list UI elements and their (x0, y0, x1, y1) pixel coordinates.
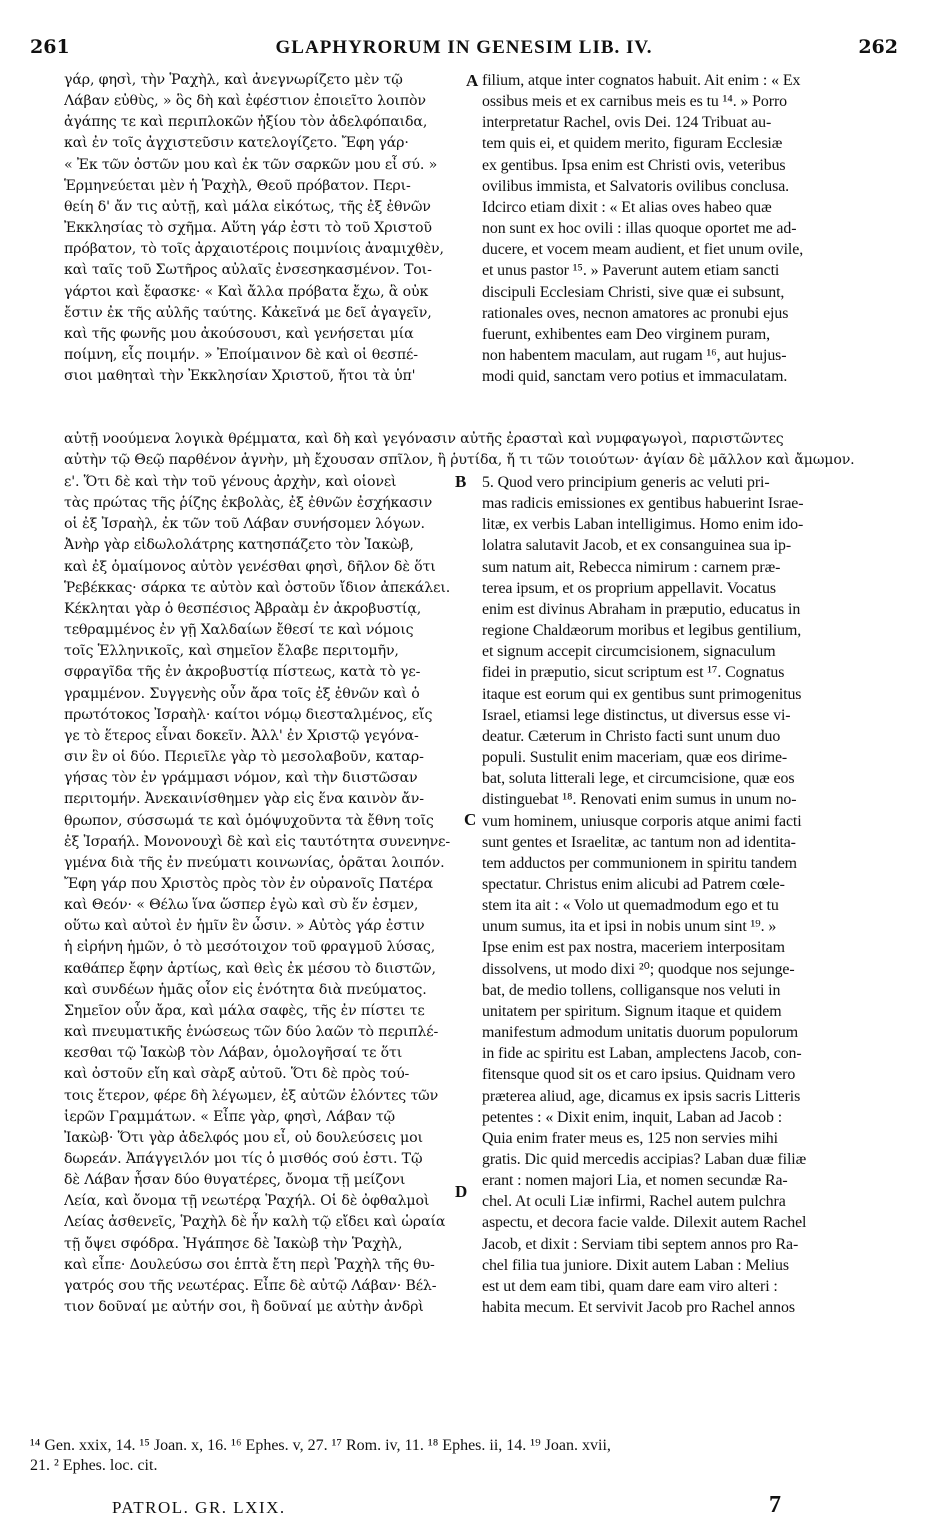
text-line: 5. Quod vero principium generis ac veluti pri- (482, 474, 770, 491)
text-line: petentes : « Dixit enim, inquit, Laban ad Jacob : (482, 1108, 783, 1126)
text-line: ἀγάπης τε καὶ περιπλοκῶν ἠξίου τὸν ἀδελφόπαιδα, (64, 114, 428, 131)
text-line: περιτομήν. Ἀνεκαινίσθημεν γὰρ εἰς ἕνα καινὸν ἄν- (64, 791, 424, 808)
text-line: τῇ ὄψει σφόδρα. Ἠγάπησε δὲ Ἰακὼβ τὴν Ῥαχὴλ, (64, 1235, 403, 1252)
text-line: γμένα διὰ τῆς ἐν πνεύματι κοινωνίας, ὁρᾶται λοιπόν. (64, 854, 445, 871)
text-line: deatur. Cæterum in Christo facti sunt unum duo (482, 727, 781, 745)
text-line: ἡ εἰρήνη ἡμῶν, ὁ τὸ μεσότοιχον τοῦ φραγμοῦ λύσας, (64, 939, 436, 956)
text-line: populi. Sustulit enim maceriam, quæ eos dirime- (482, 749, 788, 767)
text-line: in fide ac spiritu est Laban, amplectens Jacob, con- (482, 1045, 802, 1063)
text-line: κεσθαι τῷ Ἰακὼβ τὸν Λάβαν, ὁμολογῆσαί τε ὅτι (64, 1045, 403, 1062)
text-line: tem quis ei, et quidem merito, figuram Ecclesiæ (482, 135, 783, 153)
text-line: καὶ συνδέων ἡμᾶς οἷον εἰς ἑνότητα διὰ πνεύματος. (64, 981, 427, 998)
text-line: litæ, ex verbis Laban intelligimus. Homo enim ido- (482, 516, 804, 534)
text-line: ποίμνη, εἷς ποιμήν. » Ἐποίμαινον δὲ καὶ οἱ θεσπέ- (64, 347, 418, 364)
text-line: Λείας ἀσθενεῖς, Ῥαχὴλ δὲ ἦν καλὴ τῷ εἴδει καὶ ὡραία (64, 1214, 446, 1231)
gathering-number: 7 (769, 1492, 781, 1518)
text-line: unum sumus, ita et ipsi in nobis unum sint ¹⁹. » (482, 918, 777, 936)
text-line: Κέκληται γὰρ ὁ θεσπέσιος Ἀβραὰμ ἐν ἀκροβυστίᾳ, (64, 600, 422, 617)
text-line: vum hominem, uniusque corporis atque animi facti (482, 812, 802, 830)
text-line: fitensque quod sit os et caro ipsius. Quidnam vero (482, 1066, 796, 1084)
text-line: Ῥεβέκκας· σάρκα τε αὐτὸν καὶ ὀστοῦν ἴδιον ἀπεκάλει. (64, 579, 451, 596)
text-line: καὶ εἶπε· Δουλεύσω σοι ἑπτὰ ἔτη περὶ Ῥαχὴλ τῆς θυ- (64, 1256, 435, 1273)
text-line: Ἔφη γάρ που Χριστὸς πρὸς τὸν ἐν οὐρανοῖς Πατέρα (64, 875, 433, 892)
margin-marker-d: D (455, 1182, 468, 1201)
text-line: Ἰακὼβ· Ὅτι γὰρ ἀδελφός μου εἶ, οὐ δουλεύσεις μοι (64, 1129, 423, 1146)
text-line: σιν ἓν οἱ δύο. Περιεῖλε γὰρ τὸ μεσολαβοῦν, καταρ- (64, 749, 424, 766)
greek-column-top (64, 70, 461, 387)
text-line: Ἑρμηνεύεται μὲν ἡ Ῥαχὴλ, Θεοῦ πρόβατον. Περι- (64, 177, 411, 194)
text-line: habita mecum. Et servivit Jacob pro Rachel annos (482, 1299, 795, 1317)
text-line: πρόβατον, τὸ τοῖς ἀρχαιοτέροις ποιμνίοις ἀναμιχθὲν, (64, 241, 444, 258)
text-line: τὰς πρώτας τῆς ῥίζης ἐκβολὰς, ἐξ ἐθνῶν ἐσχήκασιν (64, 495, 433, 512)
text-line: καθάπερ ἔφην ἀρτίως, καὶ θεὶς ἐκ μέσου τὸ διιστῶν, (64, 960, 436, 977)
text-line: dissolvens, ut modo dixi ²⁰; quodque nos sejunge- (482, 960, 795, 978)
text-line: καὶ ταῖς τοῦ Σωτῆρος αὐλαῖς ἐνσεσηκασμένον. Τοι- (64, 262, 432, 279)
text-line: τεθραμμένος ἐν γῇ Χαλδαίων ἔθεσί τε καὶ νόμοις (64, 622, 414, 639)
signature-mark: PATROL. GR. LXIX. (112, 1498, 286, 1517)
text-line: θείη δ' ἄν τις αὐτῇ, καὶ μάλα εἰκότως, τῆς ἐξ ἐθνῶν (64, 198, 431, 215)
text-line: interpretatur Rachel, ovis Dei. 124 Tribuat au- (482, 114, 772, 132)
greek-column-bottom (64, 472, 461, 1318)
text-line: Jacob, et dixit : Serviam tibi septem annos pro Ra- (482, 1235, 799, 1253)
text-line: manifestum admodum unitatis duorum populorum (482, 1024, 799, 1042)
text-line: filium, atque inter cognatos habuit. Ait enim : « Ex (482, 72, 801, 89)
text-line: fidei in præputio, sicut scriptum est ¹⁷. Cognatus (482, 664, 785, 682)
text-line: γατρός σου τῆς νεωτέρας. Εἶπε δὲ αὐτῷ Λάβαν· Βέλ- (64, 1277, 437, 1294)
text-line: ἔστιν ἐκ τῆς αὐλῆς ταύτης. Κἀκεῖνά με δεῖ ἀγαγεῖν, (64, 304, 432, 321)
text-line: lolatra salutavit Jacob, et ex consanguinea sua ip- (482, 537, 792, 555)
text-line: Ἐκκλησίας τὸ σχῆμα. Αὕτη γάρ ἐστι τὸ τοῦ Χριστοῦ (64, 220, 432, 237)
text-line: γάρ, φησὶ, τὴν Ῥαχὴλ, καὶ ἀνεγνωρίζετο μὲν τῷ (64, 72, 403, 88)
text-line: ε'. Ὅτι δὲ καὶ τὴν τοῦ γένους ἀρχὴν, καὶ οἱονεὶ (64, 474, 397, 490)
text-line: αὐτῇ νοούμενα λογικὰ θρέμματα, καὶ δὴ καὶ γεγόνασιν αὐτῆς ἐρασταὶ καὶ νυμφαγωγοὶ, παριστῶντες (64, 431, 784, 447)
footnote-line: ¹⁴ Gen. xxix, 14. ¹⁵ Joan. x, 16. ¹⁶ Ephes. v, 27. ¹⁷ Rom. iv, 11. ¹⁸ Ephes. ii, 14. ¹⁹ Joan. xvii, (30, 1437, 611, 1454)
margin-marker-c: C (464, 810, 477, 829)
text-line: ducere, et vocem meam audient, et fiet unum ovile, (482, 241, 804, 259)
text-line: καὶ ὀστοῦν εἴη καὶ σὰρξ αὐτοῦ. Ὅτι δὲ πρὸς τού- (64, 1066, 410, 1083)
text-line: σφραγῖδα τῆς ἐν ἀκροβυστίᾳ πίστεως, κατὰ τὸ γε- (64, 664, 421, 681)
text-line: οἱ ἐξ Ἰσραὴλ, ἐκ τῶν τοῦ Λάβαν συνήσομεν λόγων. (64, 516, 425, 533)
running-title: GLAPHYRORUM IN GENESIM LIB. IV. (275, 37, 653, 58)
text-line: modi quid, sanctam vero potius et immaculatam. (482, 368, 788, 386)
text-line: αὐτὴν τῷ Θεῷ παρθένον ἁγνὴν, μὴ ἔχουσαν σπῖλον, ἢ ῥυτίδα, ἤ τι τῶν τοιούτων· ἁγίαν δὲ μᾶλλον καὶ ἄμωμον. (64, 452, 855, 469)
text-line: præterea aliud, age, dicamus ex ipsis sacris Litteris (482, 1087, 801, 1105)
text-line: γάρτοι καὶ ἔφασκε· « Καὶ ἄλλα πρόβατα ἔχω, ἃ οὐκ (64, 283, 429, 300)
text-line: gratis. Dic quid mercedis accipias? Laban duæ filiæ (482, 1151, 807, 1168)
text-line: non habentem maculam, aut rugam ¹⁶, aut hujus- (482, 347, 787, 365)
latin-column-bottom (482, 472, 896, 1318)
text-line: fuerunt, exhibentes eam Deo virginem puram, (482, 325, 770, 343)
text-line: bat, de medio tollens, colligansque nos veluti in (482, 981, 781, 999)
page-number-right: 262 (858, 36, 898, 58)
text-line: Quia enim frater meus es, 125 non servies mihi (482, 1129, 778, 1147)
text-line: Ἀνὴρ γὰρ εἰδωλολάτρης κατησπάζετο τὸν Ἰακὼβ, (64, 537, 414, 554)
text-line: terea ipsum, et os proprium appellavit. Vocatus (482, 579, 776, 597)
text-line: γήσας τὸν ἐν γράμμασι νόμον, καὶ τὴν διιστῶσαν (64, 770, 418, 787)
text-line: distinguebat ¹⁸. Renovati enim sumus in unum no- (482, 791, 797, 809)
text-line: οὕτω καὶ αὐτοὶ ἐν ἡμῖν ἓν ὦσιν. » Αὐτὸς γάρ ἐστιν (64, 918, 425, 935)
page-footer (0, 1490, 928, 1526)
text-line: sum natum ait, Rebecca nimirum : carnem præ- (482, 558, 781, 576)
text-line: mas radicis emissiones ex gentibus habuerint Israe- (482, 495, 804, 513)
text-line: regione Chaldæorum moribus et legibus gentilium, (482, 622, 802, 640)
text-line: δωρεάν. Ἀπάγγειλόν μοι τίς ὁ μισθός σού ἐστι. Τῷ (64, 1151, 423, 1167)
text-line: est ut dem eam tibi, quam dare eam viro alteri : (482, 1277, 778, 1295)
text-line: et signum accepit circumcisionem, signaculum (482, 643, 776, 661)
text-line: erant : nomen majori Lia, et nomen secundæ Ra- (482, 1172, 788, 1190)
text-line: ovilibus immista, et Salvatoris ovilibus conclusa. (482, 177, 790, 195)
text-line: chel filia tua juniore. Dixit autem Laban : Melius (482, 1256, 789, 1274)
text-line: Ipse enim est pax nostra, maceriem interpositam (482, 939, 785, 957)
text-line: chel. At oculi Liæ infirmi, Rachel autem pulchra (482, 1193, 786, 1211)
text-line: σιοι μαθηταὶ τὴν Ἐκκλησίαν Χριστοῦ, ἤτοι τὰ ὑπ' (64, 368, 416, 385)
text-line: καὶ ἐξ ὁμαίμονος αὐτὸν γενέσθαι φησὶ, δῆλον δὲ ὅτι (64, 558, 436, 575)
text-line: spectatur. Christus enim alicubi ad Patrem cœle- (482, 875, 785, 893)
text-line: Idcirco etiam dixit : « Et alias oves habeo quæ (482, 198, 772, 216)
text-line: καὶ ἐν τοῖς ἀγχιστεῦσιν κατελογίζετο. Ἔφη γάρ· (64, 135, 409, 152)
text-line: τιον δοῦναί με αὐτήν σοι, ἢ δοῦναί με αὐτὴν ἀνδρὶ (64, 1299, 424, 1316)
text-line: τοις ἕτερον, φέρε δὴ λέγωμεν, ἐξ αὐτῶν ἑλόντες τῶν (64, 1087, 439, 1104)
text-line: aspectu, et decora facie valde. Dilexit autem Rachel (482, 1214, 807, 1232)
text-line: καὶ πνευματικῆς ἑνώσεως τῶν δύο λαῶν τὸ περιπλέ- (64, 1024, 439, 1041)
text-line: τοῖς Ἑλληνικοῖς, καὶ σημεῖον ἔλαβε περιτομῆν, (64, 643, 399, 660)
greek-spanning-text (64, 429, 896, 471)
text-line: Λεία, καὶ ὄνομα τῇ νεωτέρᾳ Ῥαχήλ. Οἱ δὲ ὀφθαλμοὶ (64, 1193, 430, 1210)
text-line: δὲ Λάβαν ἦσαν δύο θυγατέρες, ὄνομα τῇ μείζονι (64, 1172, 406, 1189)
text-line: καὶ τῆς φωνῆς μου ἀκούσουσι, καὶ γενήσεται μία (64, 325, 414, 342)
text-line: sunt gentes et Israelitæ, ac tantum non ad identita- (482, 833, 796, 851)
footnotes (30, 1436, 900, 1476)
text-line: γε τὸ ἕτερος εἶναι δοκεῖν. Ἀλλ' ἐν Χριστῷ γεγόνα- (64, 727, 419, 744)
text-line: enim est divinus Abraham in præputio, educatus in (482, 600, 801, 618)
text-line: bat, soluta litterali lege, et circumcisione, quæ eos (482, 770, 795, 788)
margin-marker-a: A (466, 71, 479, 90)
text-line: stem ita ait : « Volo ut quemadmodum ego et tu (482, 897, 779, 915)
text-line: non sunt ex hoc ovili : illas quoque oportet me ad- (482, 220, 797, 238)
page-header (30, 36, 898, 64)
text-line: ossibus meis et ex carnibus meis es tu ¹⁴. » Porro (482, 93, 787, 111)
text-line: discipuli Ecclesiam Christi, sive quæ ei subsunt, (482, 283, 785, 301)
text-line: ἐξ Ἰσραήλ. Μονονουχὶ δὲ καὶ εἰς ταυτότητα συνενηνε- (64, 833, 450, 850)
text-line: πρωτότοκος Ἰσραὴλ· καίτοι νόμῳ διεσταλμένος, εἴς (64, 706, 433, 723)
latin-column-top (482, 70, 896, 387)
text-line: et unus pastor ¹⁵. » Paverunt autem etiam sancti (482, 262, 780, 280)
text-line: ἱερῶν Γραμμάτων. « Εἶπε γὰρ, φησὶ, Λάβαν τῷ (64, 1108, 395, 1125)
text-line: unitatem per spiritum. Signum itaque et quidem (482, 1002, 782, 1020)
text-line: tem adductos per communionem in spiritu tandem (482, 854, 797, 872)
page-number-left: 261 (30, 36, 70, 58)
footnote-line: 21. ² Ephes. loc. cit. (30, 1457, 158, 1474)
text-line: ex gentibus. Ipsa enim est Christi ovis, veteribus (482, 156, 786, 174)
margin-marker-b: B (455, 472, 467, 491)
text-line: θρωπον, σύσσωμά τε καὶ ὁμόψυχοῦντα τὰ ἔθνη τοῖς (64, 812, 434, 829)
text-line: Israel, etiamsi lege distinctus, ut diversus esse vi- (482, 706, 791, 724)
text-line: καὶ Θεόν· « Θέλω ἵνα ὥσπερ ἐγὼ καὶ σὺ ἕν ἐσμεν, (64, 897, 419, 914)
text-line: Σημεῖον οὖν ἄρα, καὶ μάλα σαφὲς, τῆς ἐν πίστει τε (64, 1002, 425, 1019)
text-line: rationales oves, necnon amatores ac pronubi ejus (482, 304, 789, 322)
text-line: « Ἐκ τῶν ὀστῶν μου καὶ ἐκ τῶν σαρκῶν μου εἶ σύ. » (64, 156, 438, 173)
text-line: γραμμένον. Συγγενὴς οὖν ἄρα τοῖς ἐξ ἐθνῶν καὶ ὁ (64, 685, 420, 702)
text-line: itaque est eorum qui ex gentibus sunt primogenitus (482, 685, 802, 703)
text-line: Λάβαν εὐθὺς, » ὃς δὴ καὶ ἐφέστιον ἐποιεῖτο λοιπὸν (64, 93, 426, 110)
